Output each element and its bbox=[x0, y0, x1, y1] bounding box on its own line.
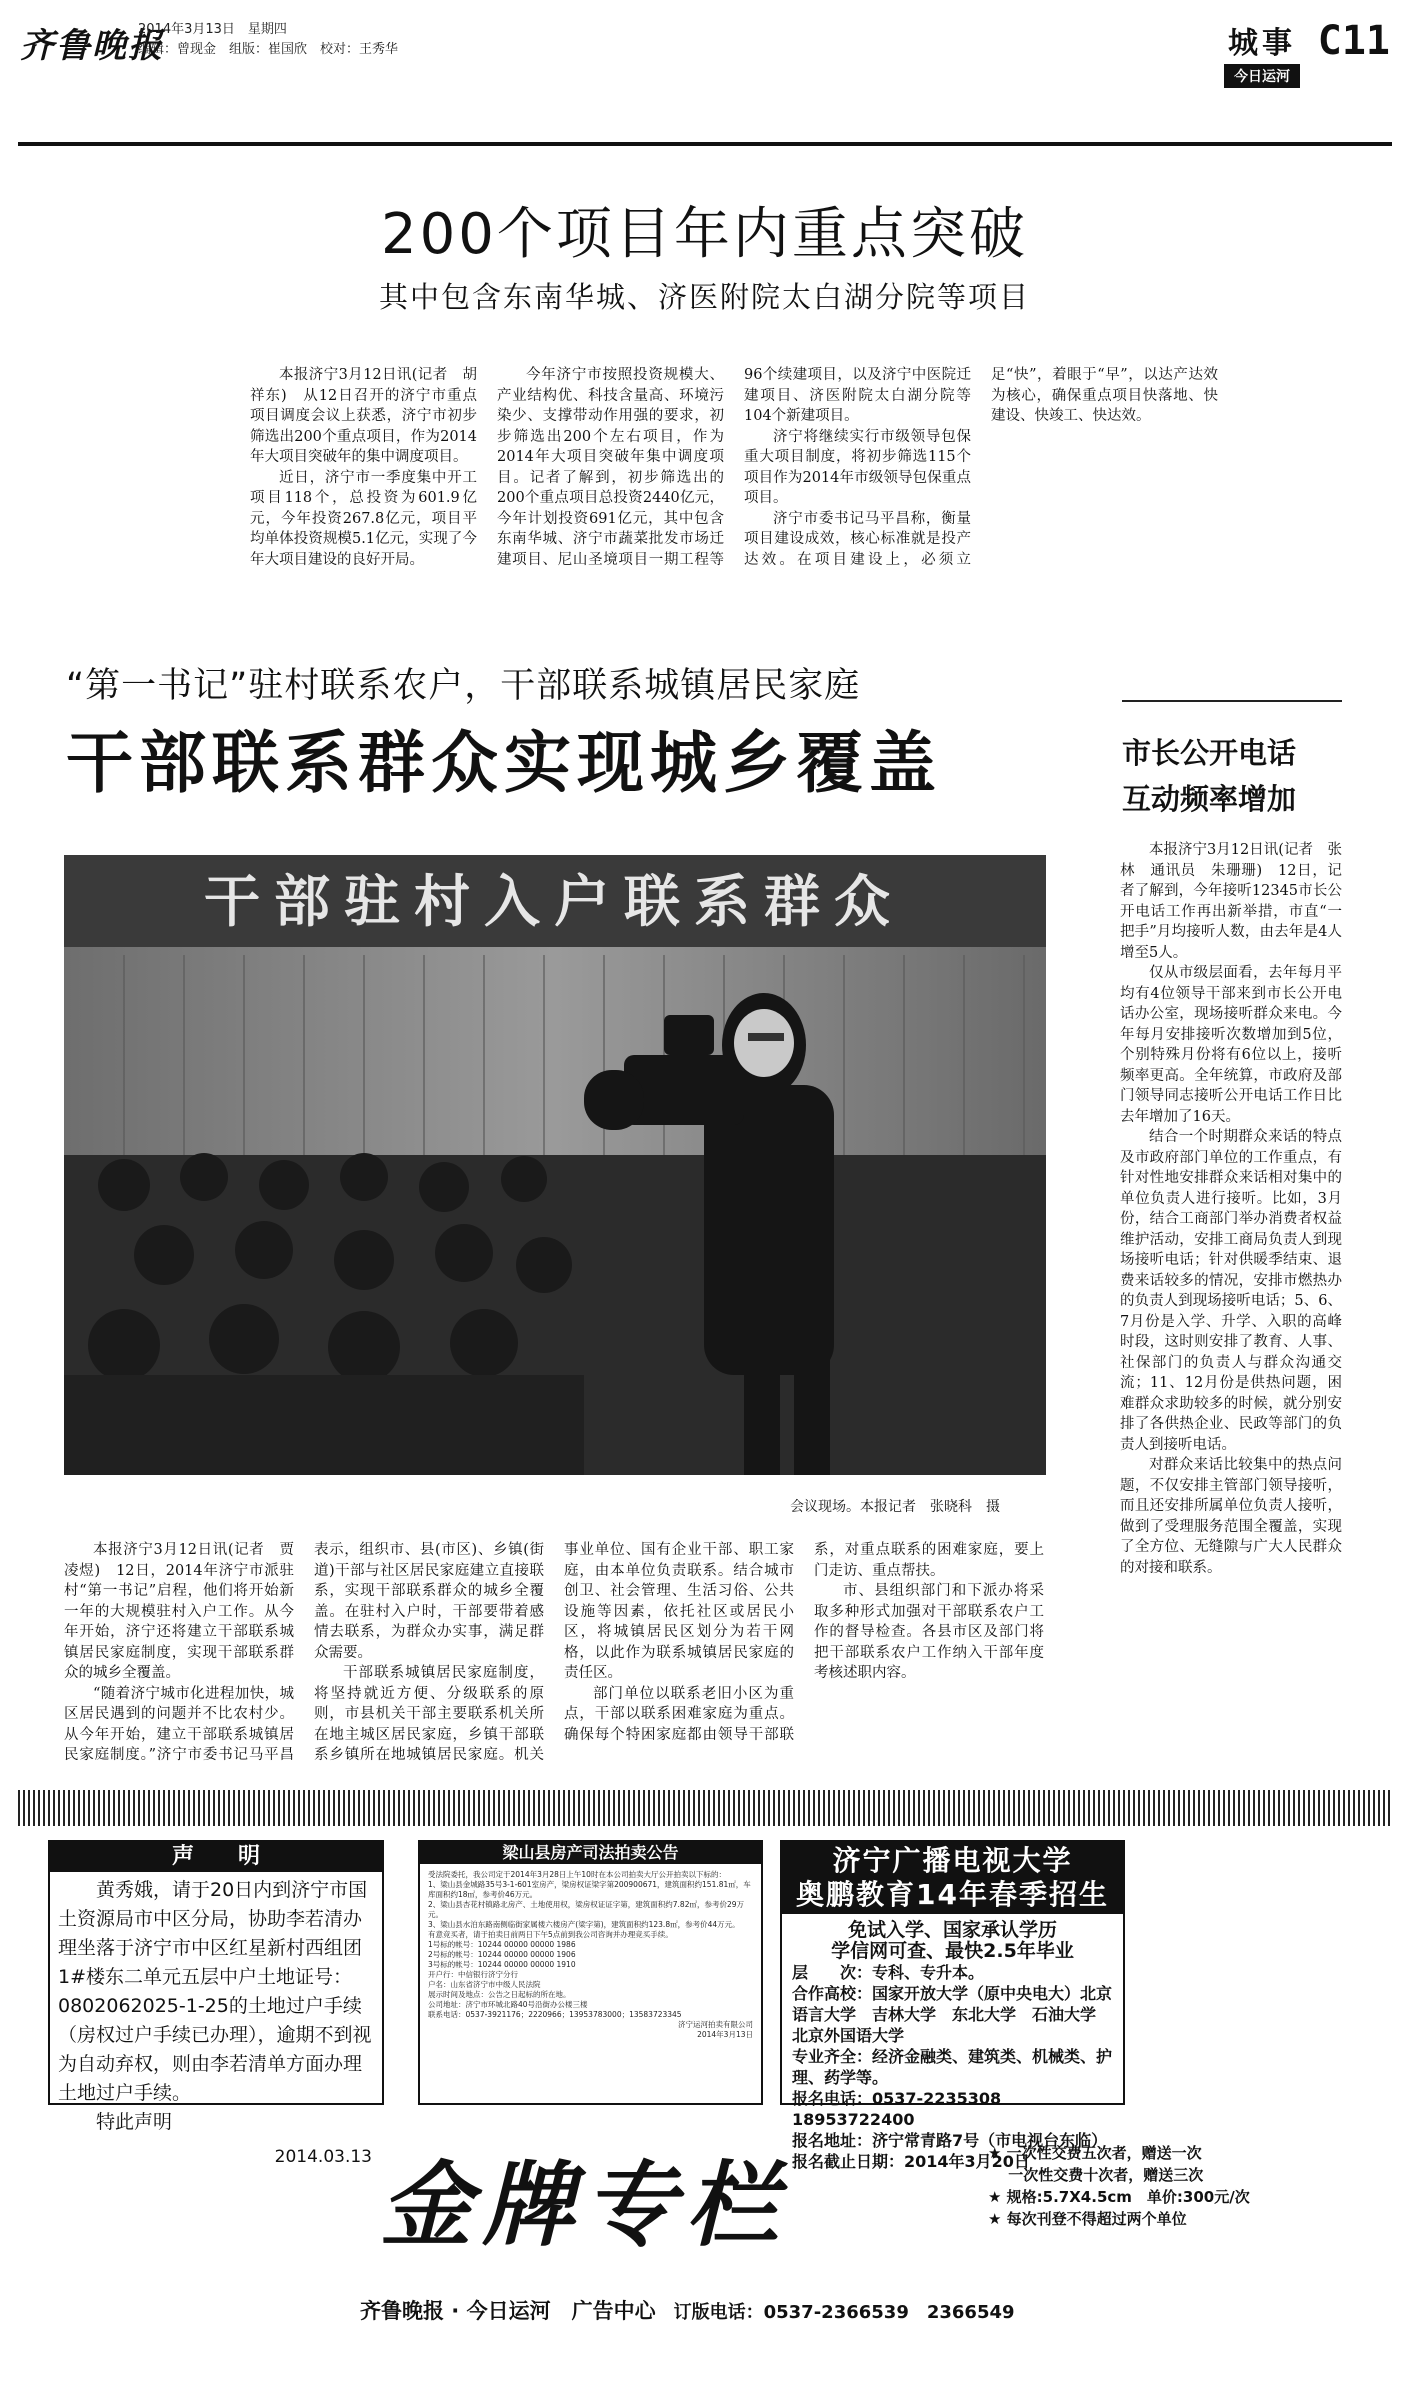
ad-statement-body bbox=[50, 1872, 382, 2141]
ad-auction-line: 户名：山东省济宁市中级人民法院 bbox=[428, 1980, 541, 1989]
ad-auction-line: 1号标的帐号：10244 00000 00000 1986 bbox=[428, 1940, 576, 1949]
ad-statement-header: 声 明 bbox=[50, 1842, 382, 1872]
gold-column-note: ★ 每次刊登不得超过两个单位 bbox=[988, 2210, 1187, 2228]
article1-paragraph: 今年济宁市按照投资规模大、产业结构优、科技含量高、环境污染少、支撑带动作用强的要求，初步筛选出200个左右项目，作为2014年大项目突破年集中调度项目。记者了解到，初步筛选出的200个重点项目总投资2440亿元，今年计划投资691亿元，其中包含东南华城、济宁市蔬菜批发市场迁建项目、尼山圣境项目一期工程等96个续建项目，以及济宁中医院迁建项目、济医附院太白湖分院等104个新建项目。 bbox=[497, 367, 971, 568]
sidebar-rule bbox=[1122, 700, 1342, 702]
ad-auction-company: 济宁运河拍卖有限公司 bbox=[678, 2020, 753, 2029]
issue-meta bbox=[138, 20, 398, 60]
sidebar-paragraph: 仅从市级层面看，去年每月平均有4位领导干部来到市长公开电话办公室，现场接听群众来电。今年每月安排接听次数增加到5位，个别特殊月份将有6位以上，接听频率更高。全年统算，市政府及部门领导同志接听公开电话工作日比去年增加了16天。 bbox=[1120, 965, 1342, 1125]
page-number: C11 bbox=[1317, 18, 1390, 64]
ad-university-row: 层 次：专科、专升本。 bbox=[792, 1963, 985, 1982]
gold-column-title: 金牌专栏 bbox=[380, 2151, 789, 2259]
section-name: 城事 bbox=[1228, 26, 1296, 61]
sidebar-paragraph: 本报济宁3月12日讯(记者 张林 通讯员 朱珊珊) 12日，记者了解到，今年接听12345市长公开电话工作再出新举措，市直“一把手”月均接听人数，由去年是4人增至5人。 bbox=[1120, 842, 1342, 961]
article2-paragraph: 干部联系城镇居民家庭制度，将坚持就近方便、分级联系的原则，市县机关干部主要联系机关所在地主城区居民家庭，乡镇干部联系乡镇所在地城镇居民家庭。机关事业单位、国有企业干部、职工家庭，由本单位负责联系。结合城市创卫、社会管理、生活习俗、公共设施等因素，依托社区或居民小区，将城镇居民区划分为若干网格，以此作为联系城镇居民家庭的责任区。 bbox=[314, 1542, 794, 1763]
ad-statement bbox=[48, 1840, 384, 2167]
ad-auction-line: 3号标的帐号：10244 00000 00000 1910 bbox=[428, 1960, 576, 1969]
article1-body bbox=[250, 365, 1218, 585]
ad-statement-closing: 特此声明 bbox=[96, 2111, 173, 2133]
ad-auction-date: 2014年3月13日 bbox=[697, 2030, 753, 2039]
ad-university-row: 报名地址：济宁常青路7号（市电视台东临） bbox=[792, 2131, 1108, 2150]
ad-auction-header: 梁山县房产司法拍卖公告 bbox=[420, 1842, 761, 1864]
ad-university-tagline: 学信网可查、最快2.5年毕业 bbox=[831, 1940, 1074, 1962]
article1-subhead: 其中包含东南华城、济医附院太白湖分院等项目 bbox=[378, 280, 1030, 314]
article2-paragraph: 本报济宁3月12日讯(记者 贾凌煜) 12日，2014年济宁市派驻村“第一书记”启程，他们将开始新一年的大规模驻村入户工作。从今年开始，济宁还将建立干部联系城镇居民家庭制度，实现干部联系群众的城乡全覆盖。 bbox=[64, 1542, 294, 1681]
meeting-photo bbox=[64, 855, 1046, 1475]
top-rule bbox=[18, 142, 1392, 146]
ad-auction-line: 公司地址：济宁市环城北路40号沿街办公楼三楼 bbox=[428, 2000, 588, 2009]
date-line: 2014年3月13日 星期四 bbox=[138, 22, 287, 37]
ad-auction-line: 2、梁山县杏花村镇路北房产、土地使用权，梁房权证证字第，建筑面积约7.82㎡，参考价29万元。 bbox=[428, 1900, 745, 1919]
article1-paragraph: 济宁市委书记马平昌称，衡量项目建设成效，核心标准就是投产达效。在项目建设上，必须立足“快”，着眼于“早”，以达产达效为核心，确保重点项目快落地、快建设、快竣工、快达效。 bbox=[744, 367, 1218, 568]
section-tag bbox=[1224, 18, 1300, 88]
ad-university-row: 专业齐全：经济金融类、建筑类、机械类、护理、药学等。 bbox=[792, 2047, 1113, 2087]
ad-auction-line: 2号标的帐号：10244 00000 00000 1906 bbox=[428, 1950, 576, 1959]
sidebar-title-line: 互动频率增加 bbox=[1122, 782, 1297, 816]
article1-paragraph: 本报济宁3月12日讯(记者 胡祥东) 从12日召开的济宁市重点项目调度会议上获悉，济宁市初步筛选出200个重点项目，作为2014年大项目突破年的集中调度项目。 bbox=[250, 367, 477, 465]
ad-university-body bbox=[782, 1914, 1123, 2178]
article2-paragraph: 市、县组织部门和下派办将采取多种形式加强对干部联系农户工作的督导检查。各县市区及部门将把干部联系农户工作纳入干部年度考核述职内容。 bbox=[814, 1583, 1044, 1681]
ad-university-row: 报名截止日期：2014年3月20日 bbox=[792, 2152, 1030, 2171]
ad-university-header bbox=[782, 1842, 1123, 1914]
ad-footer bbox=[360, 2295, 1015, 2325]
ad-footer-label: 齐鲁晚报 · 今日运河 广告中心 bbox=[360, 2299, 656, 2323]
subsection-name: 今日运河 bbox=[1224, 64, 1300, 88]
gold-column-note: ★ 一次性交费五次者，赠送一次 bbox=[988, 2144, 1202, 2162]
gold-column-note: 一次性交费十次者，赠送三次 bbox=[988, 2166, 1204, 2184]
ad-university-row: 合作高校：国家开放大学（原中央电大）北京语言大学 吉林大学 东北大学 石油大学 北京外国语大学 bbox=[792, 1984, 1113, 2045]
ad-auction-line: 受法院委托，我公司定于2014年3月28日上午10时在本公司拍卖大厅公开拍卖以下标的： bbox=[428, 1870, 726, 1879]
ad-band-divider bbox=[18, 1790, 1392, 1826]
article2-kicker: “第一书记”驻村联系农户，干部联系城镇居民家庭 bbox=[66, 666, 861, 706]
ad-auction-line: 联系电话：0537-3921176；2220966；13953783000；13583723345 bbox=[428, 2010, 682, 2019]
ad-footer-phone: 订版电话：0537-2366539 2366549 bbox=[673, 2302, 1015, 2323]
ad-university-subtitle: 奥鹏教育14年春季招生 bbox=[796, 1878, 1109, 1911]
staff-line: 编辑：曾现金 组版：崔国欣 校对：王秀华 bbox=[138, 42, 399, 57]
sidebar-title-line: 市长公开电话 bbox=[1122, 736, 1297, 770]
newspaper-logo: 齐鲁晚报 bbox=[20, 26, 164, 66]
ad-auction-line: 有意竞买者，请于拍卖日前两日下午5点前到我公司咨询并办理竞买手续。 bbox=[428, 1930, 673, 1939]
ad-auction-line: 开户行：中信银行济宁分行 bbox=[428, 1970, 518, 1979]
article2-paragraph: “随着济宁城市化进程加快，城区居民遇到的问题并不比农村少。从今年开始，建立干部联系城镇居民家庭制度。”济宁市委书记马平昌表示，组织市、县(市区)、乡镇(街道)干部与社区居民家庭建立直接联系，实现干部联系群众的城乡全覆盖。在驻村入户时，干部要带着感情去联系，为群众办实事，满足群众需要。 bbox=[64, 1542, 544, 1763]
ad-university-row: 报名电话：0537-2235308 18953722400 bbox=[792, 2089, 1018, 2129]
ad-auction-line: 1、梁山县金城路35号3-1-601室房产，梁房权证梁字第200900671，建筑面积约151.81㎡，车库面积约18㎡，参考价46万元。 bbox=[428, 1880, 751, 1899]
ad-auction-line: 3、梁山县水泊东路南侧临街家属楼六楼房产(梁字第)，建筑面积约123.8㎡，参考价44万元。 bbox=[428, 1920, 740, 1929]
ad-statement-date: 2014.03.13 bbox=[274, 2147, 372, 2167]
photo-banner-text: 干部驻村入户联系群众 bbox=[204, 870, 904, 935]
ad-auction-body bbox=[420, 1864, 761, 2046]
ad-auction bbox=[418, 1840, 763, 2105]
masthead bbox=[20, 18, 1390, 85]
gold-column-notes bbox=[988, 2142, 1250, 2230]
meeting-photo-graphic bbox=[64, 855, 1046, 1475]
photo-caption: 会议现场。本报记者 张晓科 摄 bbox=[790, 1499, 1000, 1515]
ad-university-tagline: 免试入学、国家承认学历 bbox=[847, 1919, 1057, 1941]
article1-paragraph: 近日，济宁市一季度集中开工项目118个，总投资为601.9亿元，今年投资267.8亿元，项目平均单体投资规模5.1亿元，实现了今年大项目建设的良好开局。 bbox=[250, 469, 477, 568]
ad-statement-text: 黄秀娥，请于20日内到济宁市国土资源局市中区分局，协助李若清办理坐落于济宁市中区红星新村西组团1#楼东二单元五层中户土地证号：0802062025-1-25的土地过户手续（房权过户手续已办理），逾期不到视为自动弃权，则由李若清单方面办理土地过户手续。 bbox=[58, 1879, 372, 2104]
article1-headline: 200个项目年内重点突破 bbox=[381, 202, 1028, 267]
ad-university-title: 济宁广播电视大学 bbox=[832, 1844, 1073, 1877]
ad-auction-line: 展示时间及地点：公告之日起标的所在地。 bbox=[428, 1990, 571, 1999]
sidebar-title bbox=[1122, 730, 1296, 822]
sidebar-paragraph: 结合一个时期群众来话的特点及市政府部门单位的工作重点，有针对性地安排群众来话相对集中的单位负责人进行接听。比如，3月份，结合工商部门举办消费者权益维护活动，安排工商局负责人到现场接听电话；针对供暖季结束、退费来话较多的情况，安排市燃热办的负责人到现场接听电话；5、6、7月份是入学、升学、入职的高峰时段，这时则安排了教育、人事、社保部门的负责人与群众沟通交流；11、12月份是供热问题，困难群众求助较多的时候，就分别安排了各供热企业、民政等部门的负责人到接听电话。 bbox=[1120, 1129, 1342, 1453]
article2-headline: 干部联系群众实现城乡覆盖 bbox=[66, 724, 942, 802]
article2-body bbox=[64, 1540, 1044, 1780]
sidebar-paragraph: 对群众来话比较集中的热点问题，不仅安排主管部门领导接听，而且还安排所属单位负责人接听，做到了受理服务范围全覆盖，实现了全方位、无缝隙与广大人民群众的对接和联系。 bbox=[1120, 1457, 1342, 1576]
article1-paragraph: 济宁将继续实行市级领导包保重大项目制度，将初步筛选115个项目作为2014年市级领导包保重点项目。 bbox=[744, 428, 971, 506]
sidebar-body bbox=[1120, 840, 1342, 1578]
gold-column-note: ★ 规格:5.7X4.5cm 单价:300元/次 bbox=[988, 2188, 1250, 2206]
article2-paragraph: 部门单位以联系老旧小区为重点，干部以联系困难家庭为重点。确保每个特困家庭都由领导干部联系，对重点联系的困难家庭，要上门走访、重点帮扶。 bbox=[564, 1542, 1044, 1743]
